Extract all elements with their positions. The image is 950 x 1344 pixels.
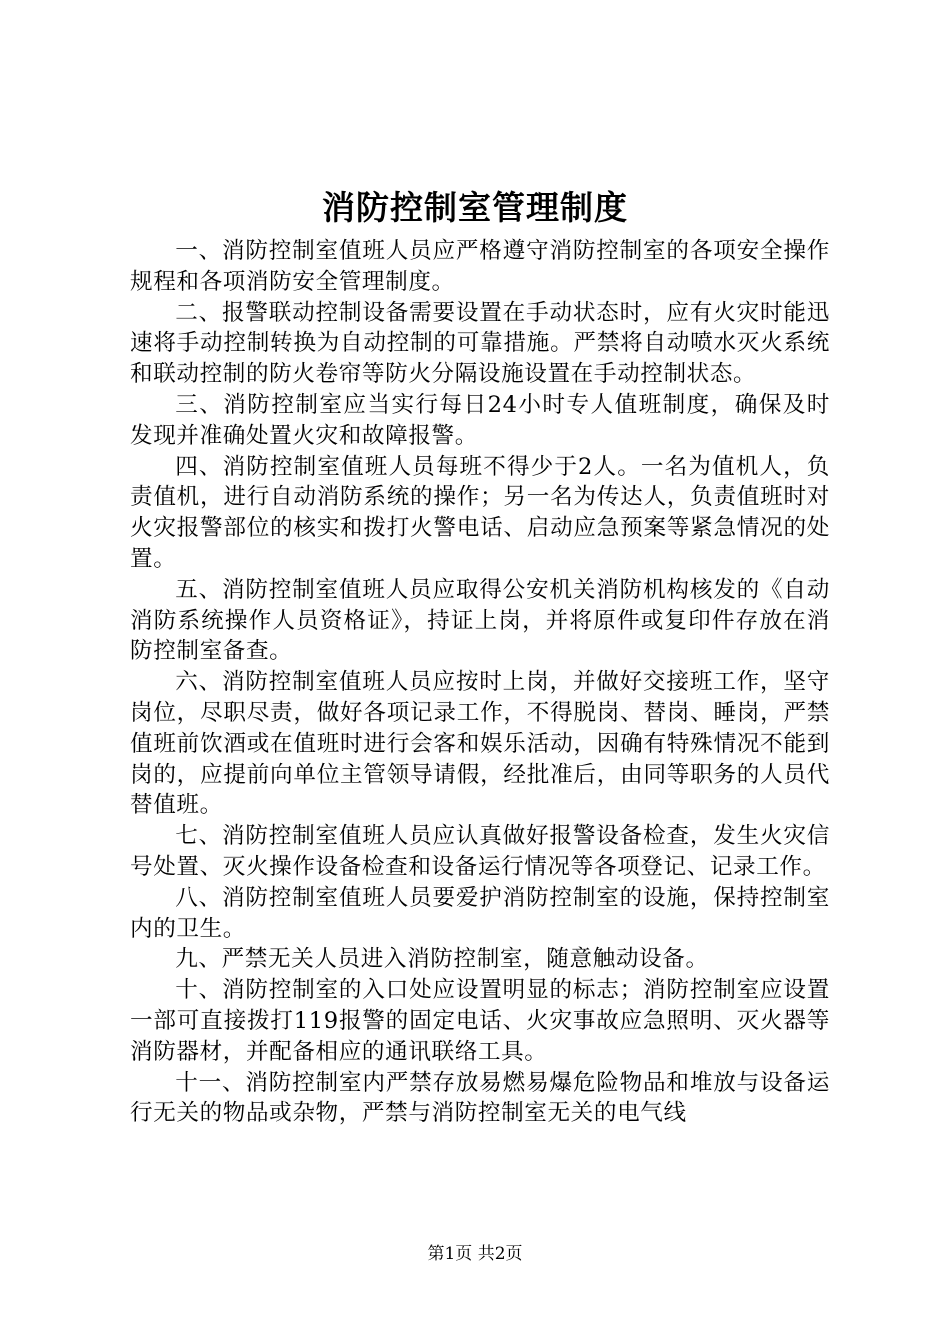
paragraph-10: 十、消防控制室的入口处应设置明显的标志；消防控制室应设置一部可直接拨打119报警的固定电话、火灾事故应急照明、灭火器等消防器材，并配备相应的通讯联络工具。 [130,977,830,1065]
paragraph-5: 五、消防控制室值班人员应取得公安机关消防机构核发的《自动消防系统操作人员资格证》，持证上岗，并将原件或复印件存放在消防控制室备查。 [130,576,830,665]
paragraph-1: 一、消防控制室值班人员应严格遵守消防控制室的各项安全操作规程和各项消防安全管理制度。 [130,238,830,295]
paragraph-9: 九、严禁无关人员进入消防控制室，随意触动设备。 [175,946,709,973]
paragraph-7: 七、消防控制室值班人员应认真做好报警设备检查，发生火灾信号处置、灭火操作设备检查和设备运行情况等各项登记、记录工作。 [130,823,830,880]
paragraph-4: 四、消防控制室值班人员每班不得少于2人。一名为值机人，负责值机，进行自动消防系统的操作；另一名为传达人，负责值班时对火灾报警部位的核实和拨打火警电话、启动应急预案等紧急情况的处置。 [130,453,830,572]
document-body [130,236,830,1129]
paragraph-8: 八、消防控制室值班人员要爱护消防控制室的设施，保持控制室内的卫生。 [130,884,830,942]
paragraph-6: 六、消防控制室值班人员应按时上岗，并做好交接班工作，坚守岗位，尽职尽责，做好各项记录工作，不得脱岗、替岗、睡岗，严禁值班前饮酒或在值班时进行会客和娱乐活动，因确有特殊情况不能到岗的，应提前向单位主管领导请假，经批准后，由同等职务的人员代替值班。 [130,669,830,819]
paragraph-3: 三、消防控制室应当实行每日24小时专人值班制度，确保及时发现并准确处置火灾和故障报警。 [130,391,830,449]
paragraph-2: 二、报警联动控制设备需要设置在手动状态时，应有火灾时能迅速将手动控制转换为自动控制的可靠措施。严禁将自动喷水灭火系统和联动控制的防火卷帘等防火分隔设施设置在手动控制状态。 [130,299,830,388]
paragraph-11: 十一、消防控制室内严禁存放易燃易爆危险物品和堆放与设备运行无关的物品或杂物，严禁与消防控制室无关的电气线 [130,1069,830,1127]
document-title: 消防控制室管理制度 [322,188,628,227]
page-footer: 第1页 共2页 [427,1244,523,1264]
